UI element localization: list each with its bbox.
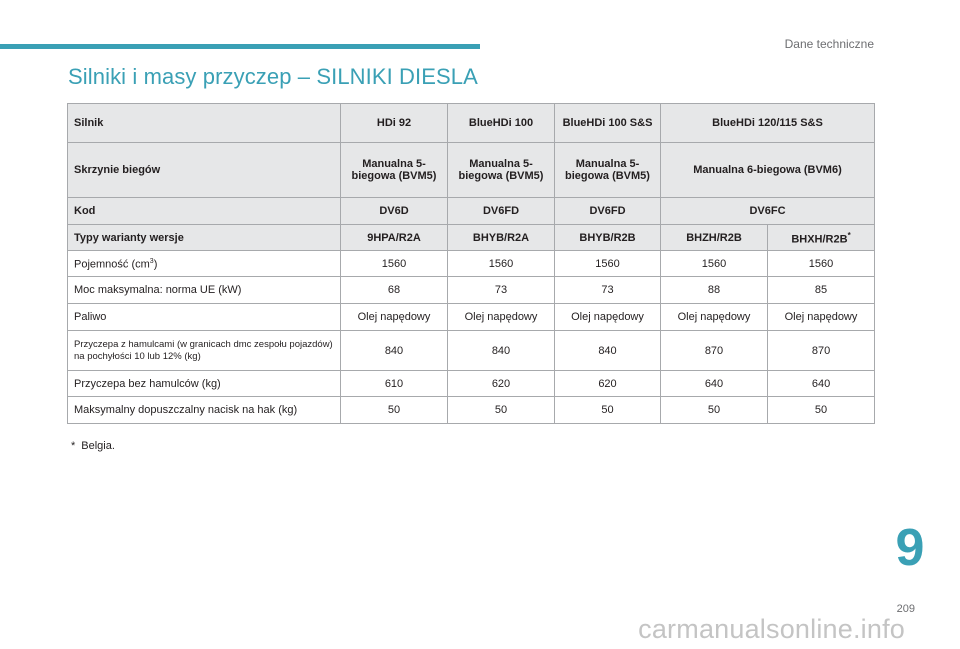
capacity-label: [68, 251, 341, 277]
section-label: Dane techniczne: [784, 37, 874, 51]
hitch-load-cell: 50: [768, 397, 875, 424]
variants-row: [68, 225, 875, 251]
code-cell: DV6FD: [448, 198, 555, 225]
gearbox-cell: Manualna 6-biegowa (BVM6): [661, 143, 875, 198]
power-cell: 68: [341, 277, 448, 304]
variant-cell: BHYB/R2A: [448, 225, 555, 251]
capacity-label-end: ): [153, 258, 158, 271]
page-number: 209: [896, 603, 915, 615]
unbraked-trailer-label: Przyczepa bez hamulców (kg): [68, 371, 341, 397]
braked-trailer-cell: 870: [768, 331, 875, 371]
footnote-ref: *: [847, 230, 851, 240]
fuel-label: Paliwo: [68, 304, 341, 331]
capacity-label-text: Pojemność (cm: [74, 258, 150, 271]
braked-trailer-row: [68, 331, 875, 371]
code-row: [68, 198, 875, 225]
gearbox-row: [68, 143, 875, 198]
variant-cell: [768, 225, 875, 251]
unbraked-trailer-cell: 620: [448, 371, 555, 397]
footnote-text: Belgia.: [81, 440, 115, 452]
gearbox-cell: Manualna 5-biegowa (BVM5): [341, 143, 448, 198]
engine-row: [68, 104, 875, 143]
capacity-cell: 1560: [341, 251, 448, 277]
hitch-load-row: [68, 397, 875, 424]
engine-spec-table: [67, 103, 875, 424]
code-cell: DV6FD: [555, 198, 661, 225]
braked-trailer-cell: 840: [448, 331, 555, 371]
hitch-load-cell: 50: [341, 397, 448, 424]
variant-cell: BHZH/R2B: [661, 225, 768, 251]
unbraked-trailer-cell: 620: [555, 371, 661, 397]
power-cell: 73: [555, 277, 661, 304]
hitch-load-label: Maksymalny dopuszczalny nacisk na hak (kg): [68, 397, 341, 424]
footnote-marker: *: [71, 440, 76, 452]
engine-label: Silnik: [68, 104, 341, 143]
engine-cell: BlueHDi 100 S&S: [555, 104, 661, 143]
fuel-cell: Olej napędowy: [768, 304, 875, 331]
gearbox-cell: Manualna 5-biegowa (BVM5): [448, 143, 555, 198]
page-title: Silniki i masy przyczep – SILNIKI DIESLA: [68, 64, 478, 89]
hitch-load-cell: 50: [448, 397, 555, 424]
variant-cell: 9HPA/R2A: [341, 225, 448, 251]
fuel-cell: Olej napędowy: [555, 304, 661, 331]
unbraked-trailer-row: [68, 371, 875, 397]
unbraked-trailer-cell: 640: [768, 371, 875, 397]
hitch-load-cell: 50: [555, 397, 661, 424]
engine-cell: BlueHDi 120/115 S&S: [661, 104, 875, 143]
capacity-row: [68, 251, 875, 277]
footnote: [71, 440, 115, 452]
watermark: carmanualsonline.info: [638, 614, 905, 644]
unbraked-trailer-cell: 610: [341, 371, 448, 397]
braked-trailer-label: Przyczepa z hamulcami (w granicach dmc zespołu pojazdów) na pochyłości 10 lub 12% (kg): [68, 331, 341, 371]
power-label: Moc maksymalna: norma UE (kW): [68, 277, 341, 304]
code-label: Kod: [68, 198, 341, 225]
capacity-cell: 1560: [768, 251, 875, 277]
engine-cell: BlueHDi 100: [448, 104, 555, 143]
power-row: [68, 277, 875, 304]
variant-code: BHXH/R2B: [791, 233, 848, 246]
power-cell: 85: [768, 277, 875, 304]
variants-label: Typy warianty wersje: [68, 225, 341, 251]
engine-cell: HDi 92: [341, 104, 448, 143]
braked-trailer-cell: 840: [341, 331, 448, 371]
gearbox-cell: Manualna 5-biegowa (BVM5): [555, 143, 661, 198]
capacity-cell: 1560: [661, 251, 768, 277]
top-accent-bar: [0, 44, 480, 49]
fuel-cell: Olej napędowy: [448, 304, 555, 331]
braked-trailer-cell: 870: [661, 331, 768, 371]
braked-trailer-cell: 840: [555, 331, 661, 371]
capacity-cell: 1560: [448, 251, 555, 277]
variant-cell: BHYB/R2B: [555, 225, 661, 251]
hitch-load-cell: 50: [661, 397, 768, 424]
power-cell: 73: [448, 277, 555, 304]
power-cell: 88: [661, 277, 768, 304]
fuel-row: [68, 304, 875, 331]
chapter-number: 9: [895, 519, 925, 577]
gearbox-label: Skrzynie biegów: [68, 143, 341, 198]
capacity-unit-sup: 3: [149, 258, 154, 266]
unbraked-trailer-cell: 640: [661, 371, 768, 397]
code-cell: DV6FC: [661, 198, 875, 225]
code-cell: DV6D: [341, 198, 448, 225]
fuel-cell: Olej napędowy: [341, 304, 448, 331]
fuel-cell: Olej napędowy: [661, 304, 768, 331]
capacity-cell: 1560: [555, 251, 661, 277]
